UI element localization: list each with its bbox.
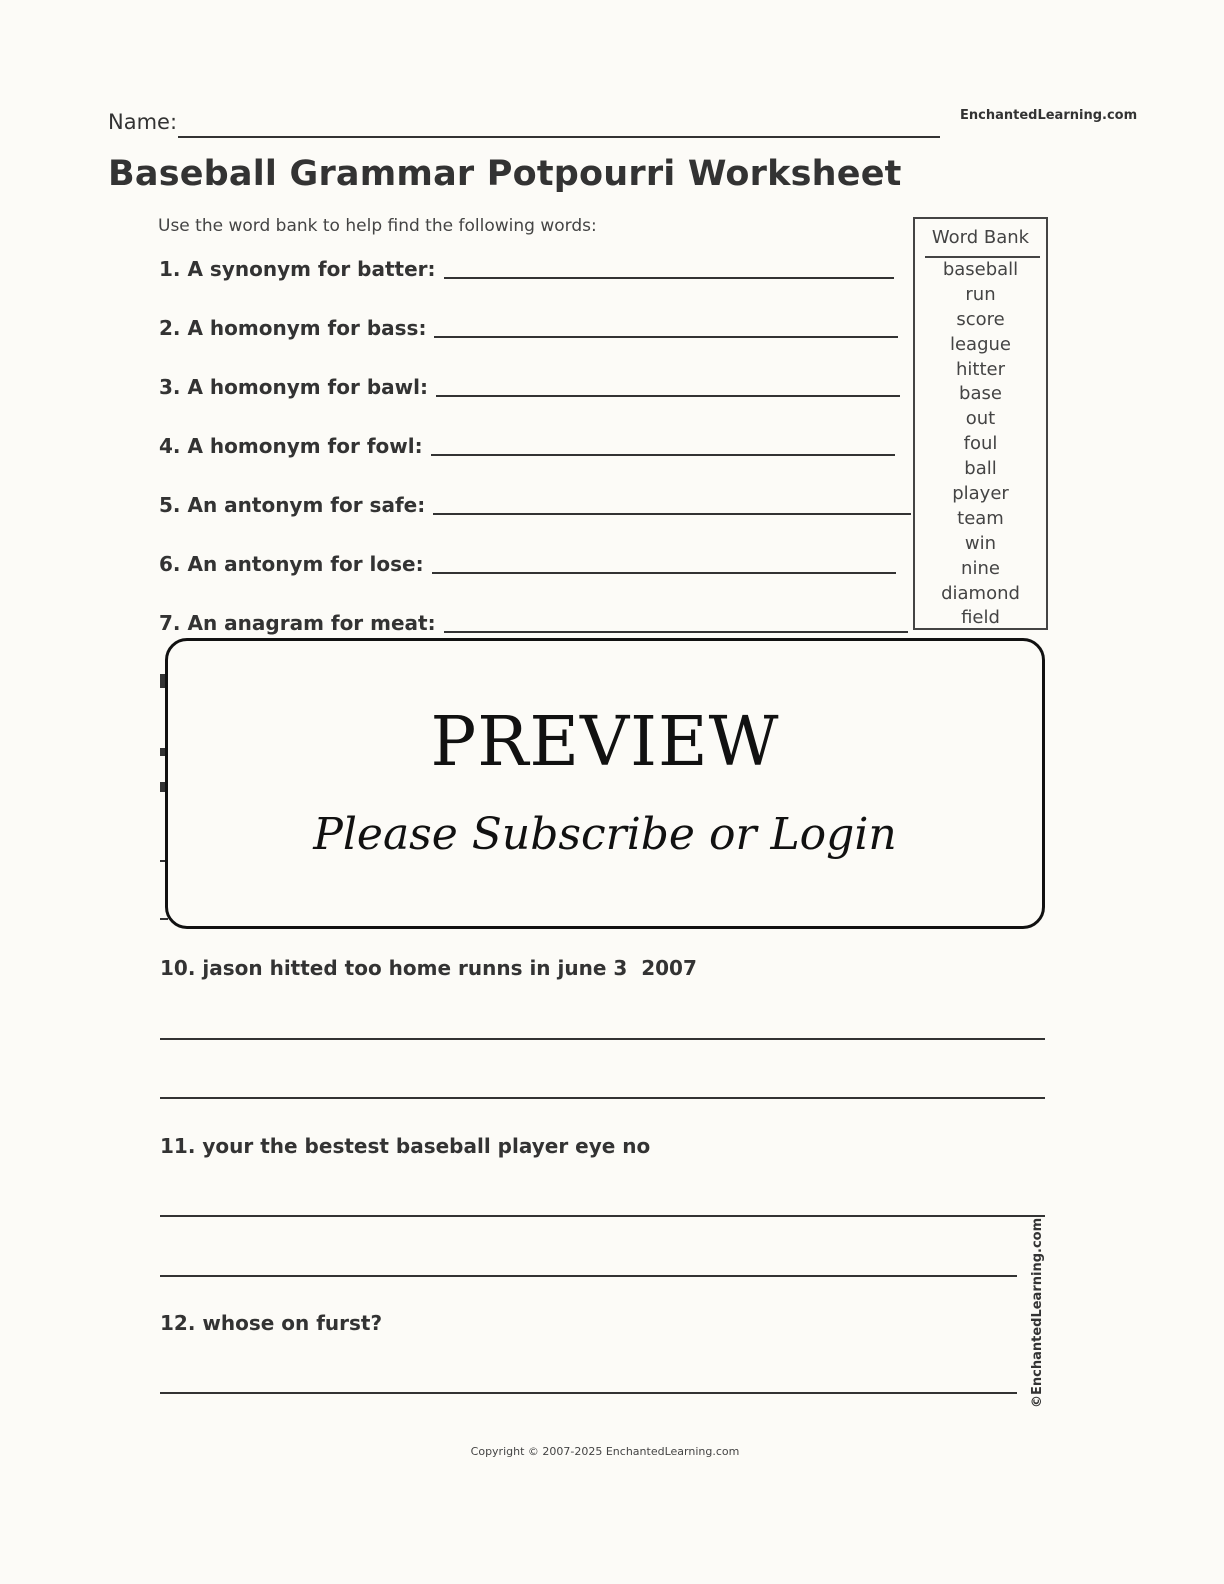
- word-bank-item: score: [956, 308, 1005, 330]
- answer-line[interactable]: [160, 1275, 1017, 1277]
- hidden-answer-line-fragment: [160, 918, 168, 920]
- answer-line[interactable]: [160, 1038, 1045, 1040]
- side-copyright: ©EnchantedLearning.com: [1030, 1217, 1045, 1408]
- answer-line[interactable]: [160, 1215, 1045, 1217]
- word-bank-title: Word Bank: [931, 227, 1030, 248]
- answer-line[interactable]: [434, 336, 898, 338]
- question-text: 7. An anagram for meat:: [159, 611, 436, 635]
- question-text: 3. A homonym for bawl:: [159, 375, 428, 399]
- instructions: Use the word bank to help find the following words:: [158, 216, 597, 236]
- answer-line[interactable]: [444, 277, 894, 279]
- name-answer-line[interactable]: [178, 136, 940, 138]
- answer-line[interactable]: [160, 1097, 1045, 1099]
- preview-title: PREVIEW: [430, 703, 780, 782]
- sentence-10: 10. jason hitted too home runns in june 3 2007: [160, 956, 697, 980]
- word-bank-item: team: [957, 507, 1004, 529]
- question-text: 2. A homonym for bass:: [159, 316, 427, 340]
- question-row: [159, 251, 894, 281]
- question-row: [159, 369, 900, 399]
- word-bank-item: base: [959, 383, 1002, 405]
- sentence-11: 11. your the bestest baseball player eye no: [160, 1134, 651, 1158]
- question-text: 1. A synonym for batter:: [159, 257, 436, 281]
- word-bank-item: league: [949, 333, 1011, 355]
- word-bank-item: field: [961, 607, 1000, 629]
- word-bank: [913, 217, 1048, 630]
- word-bank-item: hitter: [956, 358, 1005, 380]
- name-label: Name:: [108, 110, 178, 134]
- question-text: 4. A homonym for fowl:: [159, 434, 423, 458]
- word-bank-item: foul: [963, 433, 998, 455]
- word-bank-item: ball: [964, 458, 997, 480]
- preview-overlay[interactable]: [165, 638, 1045, 929]
- answer-line[interactable]: [433, 513, 911, 515]
- word-bank-item: out: [965, 408, 996, 430]
- question-row: [159, 487, 911, 517]
- site-name: EnchantedLearning.com: [960, 108, 1138, 123]
- word-bank-item: player: [952, 483, 1009, 505]
- answer-line[interactable]: [432, 572, 896, 574]
- word-bank-item: run: [965, 283, 996, 305]
- word-bank-list: [915, 258, 1046, 631]
- question-row: [159, 428, 895, 458]
- answer-line[interactable]: [436, 395, 900, 397]
- word-bank-item: nine: [961, 557, 1000, 579]
- footer-copyright: Copyright © 2007-2025 EnchantedLearning.com: [470, 1445, 740, 1458]
- sentence-12: 12. whose on furst?: [160, 1311, 383, 1335]
- question-row: [159, 605, 908, 635]
- question-text: 5. An antonym for safe:: [159, 493, 426, 517]
- question-row: [159, 546, 896, 576]
- answer-line[interactable]: [444, 631, 908, 633]
- word-bank-item: win: [964, 532, 997, 554]
- question-text: 6. An antonym for lose:: [159, 552, 424, 576]
- worksheet-title: Baseball Grammar Potpourri Worksheet: [108, 154, 902, 194]
- word-bank-item: diamond: [941, 582, 1020, 604]
- question-row: [159, 310, 898, 340]
- word-bank-item: baseball: [942, 259, 1019, 280]
- answer-line[interactable]: [431, 454, 895, 456]
- subscribe-login-prompt[interactable]: Please Subscribe or Login: [313, 809, 897, 860]
- answer-line[interactable]: [160, 1392, 1017, 1394]
